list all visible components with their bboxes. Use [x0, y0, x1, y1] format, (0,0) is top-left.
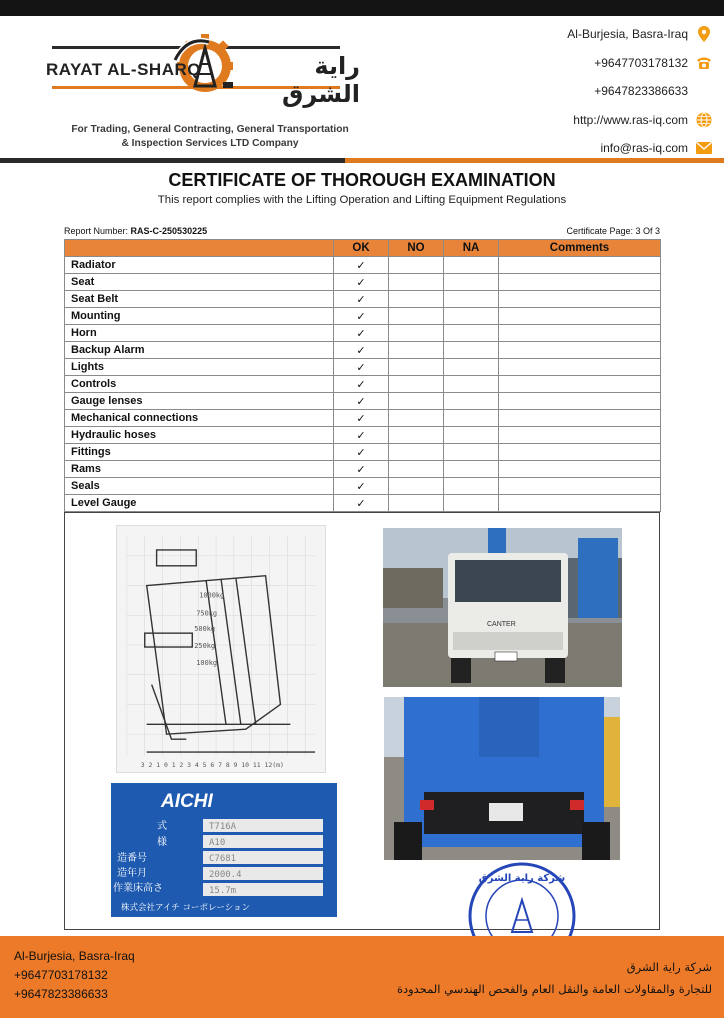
mail-icon	[696, 140, 712, 156]
na-cell	[444, 393, 499, 410]
checklist-item-label: Lights	[65, 359, 334, 376]
contact-website[interactable]	[472, 106, 712, 135]
contact-list	[472, 20, 712, 163]
tagline-line-2: & Inspection Services LTD Company	[121, 138, 299, 149]
comments-cell	[499, 308, 661, 325]
no-cell	[389, 410, 444, 427]
na-cell	[444, 257, 499, 274]
ok-check-cell: ✓	[334, 427, 389, 444]
truck-brand-badge: CANTER	[487, 621, 516, 628]
plate-field-2: 様	[157, 837, 167, 848]
load-label-500: 500kg	[194, 625, 216, 634]
table-row	[65, 274, 661, 291]
checklist-item-label: Hydraulic hoses	[65, 427, 334, 444]
comments-cell	[499, 393, 661, 410]
na-cell	[444, 461, 499, 478]
comments-cell	[499, 427, 661, 444]
tagline-line-1: For Trading, General Contracting, General Transportation	[71, 124, 349, 135]
footer-ar-line-1: شركة راية الشرق	[626, 960, 712, 974]
table-row	[65, 257, 661, 274]
ok-check-cell: ✓	[334, 495, 389, 512]
certificate-page: Certificate Page: 3 Of 3	[566, 226, 660, 236]
checklist-item-label: Seat	[65, 274, 334, 291]
footer-arabic-name	[397, 956, 712, 1000]
no-cell	[389, 274, 444, 291]
plate-field-3: 造番号	[117, 853, 147, 864]
na-cell	[444, 444, 499, 461]
checklist-item-label: Radiator	[65, 257, 334, 274]
checklist-item-label: Seals	[65, 478, 334, 495]
table-row	[65, 393, 661, 410]
contact-website-text[interactable]: http://www.ras-iq.com	[573, 112, 688, 127]
comments-cell	[499, 478, 661, 495]
comments-cell	[499, 495, 661, 512]
checklist-item-label: Controls	[65, 376, 334, 393]
na-cell	[444, 495, 499, 512]
contact-phone-2	[472, 77, 712, 106]
ok-check-cell: ✓	[334, 359, 389, 376]
globe-icon	[696, 112, 712, 128]
no-cell	[389, 342, 444, 359]
checklist-item-label: Backup Alarm	[65, 342, 334, 359]
checklist-item-label: Rams	[65, 461, 334, 478]
plate-value-4: 2000.4	[209, 870, 242, 880]
na-cell	[444, 291, 499, 308]
col-header-item	[65, 240, 334, 257]
table-row	[65, 478, 661, 495]
certificate-subtitle: This report complies with the Lifting Operation and Lifting Equipment Regulations	[157, 194, 567, 206]
na-cell	[444, 325, 499, 342]
load-label-100: 100kg	[196, 658, 218, 667]
load-label-1000: 1000kg	[199, 591, 225, 600]
comments-cell	[499, 257, 661, 274]
plate-value-2: A10	[209, 838, 226, 848]
ok-check-cell: ✓	[334, 342, 389, 359]
contact-phone-2-text: +9647823386633	[594, 84, 688, 99]
plate-value-5: 15.7m	[209, 886, 237, 896]
checklist-item-label: Level Gauge	[65, 495, 334, 512]
page-footer	[0, 936, 724, 1018]
table-row	[65, 461, 661, 478]
bottom-strip	[0, 1018, 724, 1024]
table-row	[65, 444, 661, 461]
ok-check-cell: ✓	[334, 478, 389, 495]
no-cell	[389, 393, 444, 410]
company-name-ar: راية الشرق	[281, 52, 360, 108]
no-cell	[389, 495, 444, 512]
report-number-value: RAS-C-250530225	[130, 226, 208, 236]
table-row	[65, 342, 661, 359]
ok-check-cell: ✓	[334, 257, 389, 274]
col-header-na: NA	[444, 240, 499, 257]
load-chart-axis: 3 2 1 0 1 2 3 4 5 6 7 8 9 10 11 12(m)	[140, 760, 284, 769]
load-chart-image	[116, 525, 326, 773]
ok-check-cell: ✓	[334, 410, 389, 427]
footer-phone-1: +9647703178132	[14, 968, 108, 982]
na-cell	[444, 359, 499, 376]
plate-field-5: 作業床高さ	[113, 883, 163, 894]
table-row	[65, 376, 661, 393]
table-row	[65, 308, 661, 325]
truck-rear-photo	[384, 697, 620, 860]
certificate-title: CERTIFICATE OF THOROUGH EXAMINATION	[168, 170, 556, 190]
no-cell	[389, 478, 444, 495]
inspection-checklist-table	[64, 239, 661, 512]
aichi-nameplate-image	[111, 783, 337, 917]
table-row	[65, 410, 661, 427]
table-row	[65, 427, 661, 444]
ok-check-cell: ✓	[334, 461, 389, 478]
phone-icon	[696, 55, 712, 71]
plate-value-3: C7681	[209, 854, 237, 864]
report-number-label: Report Number:	[64, 226, 129, 236]
contact-email-text[interactable]: info@ras-iq.com	[600, 141, 688, 156]
contact-phone-1-text: +9647703178132	[594, 55, 688, 70]
comments-cell	[499, 274, 661, 291]
plate-brand: AICHI	[161, 791, 213, 812]
col-header-no: NO	[389, 240, 444, 257]
company-logo	[40, 22, 360, 152]
header-divider	[0, 158, 724, 163]
comments-cell	[499, 461, 661, 478]
table-row	[65, 291, 661, 308]
na-cell	[444, 376, 499, 393]
plate-field-4: 造年月	[117, 868, 147, 879]
comments-cell	[499, 325, 661, 342]
na-cell	[444, 342, 499, 359]
ok-check-cell: ✓	[334, 274, 389, 291]
checklist-item-label: Mechanical connections	[65, 410, 334, 427]
ok-check-cell: ✓	[334, 376, 389, 393]
checklist-item-label: Mounting	[65, 308, 334, 325]
comments-cell	[499, 342, 661, 359]
ok-check-cell: ✓	[334, 308, 389, 325]
footer-contacts	[14, 947, 135, 1004]
location-pin-icon	[696, 26, 712, 42]
checklist-body	[65, 257, 661, 512]
no-cell	[389, 461, 444, 478]
plate-maker: 株式会社アイチ コーポレーション	[121, 903, 251, 913]
checklist-item-label: Horn	[65, 325, 334, 342]
company-tagline	[40, 123, 380, 151]
no-cell	[389, 427, 444, 444]
no-cell	[389, 325, 444, 342]
na-cell	[444, 478, 499, 495]
ok-check-cell: ✓	[334, 444, 389, 461]
stamp-text-ar: شركة راية الشرق	[478, 873, 566, 884]
truck-front-photo	[383, 528, 622, 687]
comments-cell	[499, 291, 661, 308]
na-cell	[444, 410, 499, 427]
load-label-750: 750kg	[196, 609, 218, 618]
comments-cell	[499, 444, 661, 461]
checklist-item-label: Seat Belt	[65, 291, 334, 308]
na-cell	[444, 427, 499, 444]
table-row	[65, 325, 661, 342]
no-cell	[389, 444, 444, 461]
top-bar	[0, 0, 724, 16]
na-cell	[444, 308, 499, 325]
checklist-item-label: Gauge lenses	[65, 393, 334, 410]
col-header-ok: OK	[334, 240, 389, 257]
footer-address: Al-Burjesia, Basra-Iraq	[14, 949, 135, 963]
footer-ar-line-2: للتجارة والمقاولات العامة والنقل العام والفحص الهندسي المحدودة	[396, 982, 712, 996]
no-cell	[389, 308, 444, 325]
report-meta	[64, 226, 660, 238]
contact-phone-1	[472, 49, 712, 78]
comments-cell	[499, 359, 661, 376]
plate-field-1: 式	[157, 821, 167, 832]
report-number	[64, 226, 207, 236]
no-cell	[389, 376, 444, 393]
ok-check-cell: ✓	[334, 325, 389, 342]
col-header-comments: Comments	[499, 240, 661, 257]
ok-check-cell: ✓	[334, 291, 389, 308]
table-row	[65, 495, 661, 512]
comments-cell	[499, 376, 661, 393]
no-cell	[389, 257, 444, 274]
no-cell	[389, 291, 444, 308]
table-row	[65, 359, 661, 376]
contact-address-text: Al-Burjesia, Basra-Iraq	[567, 27, 688, 42]
plate-value-1: T716A	[209, 822, 237, 832]
ok-check-cell: ✓	[334, 393, 389, 410]
comments-cell	[499, 410, 661, 427]
table-header-row	[65, 240, 661, 257]
no-cell	[389, 359, 444, 376]
company-name-en: RAYAT AL-SHARQ	[46, 60, 201, 79]
footer-phone-2: +9647823386633	[14, 987, 108, 1001]
load-label-250: 250kg	[194, 642, 216, 651]
na-cell	[444, 274, 499, 291]
checklist-item-label: Fittings	[65, 444, 334, 461]
contact-address	[472, 20, 712, 49]
